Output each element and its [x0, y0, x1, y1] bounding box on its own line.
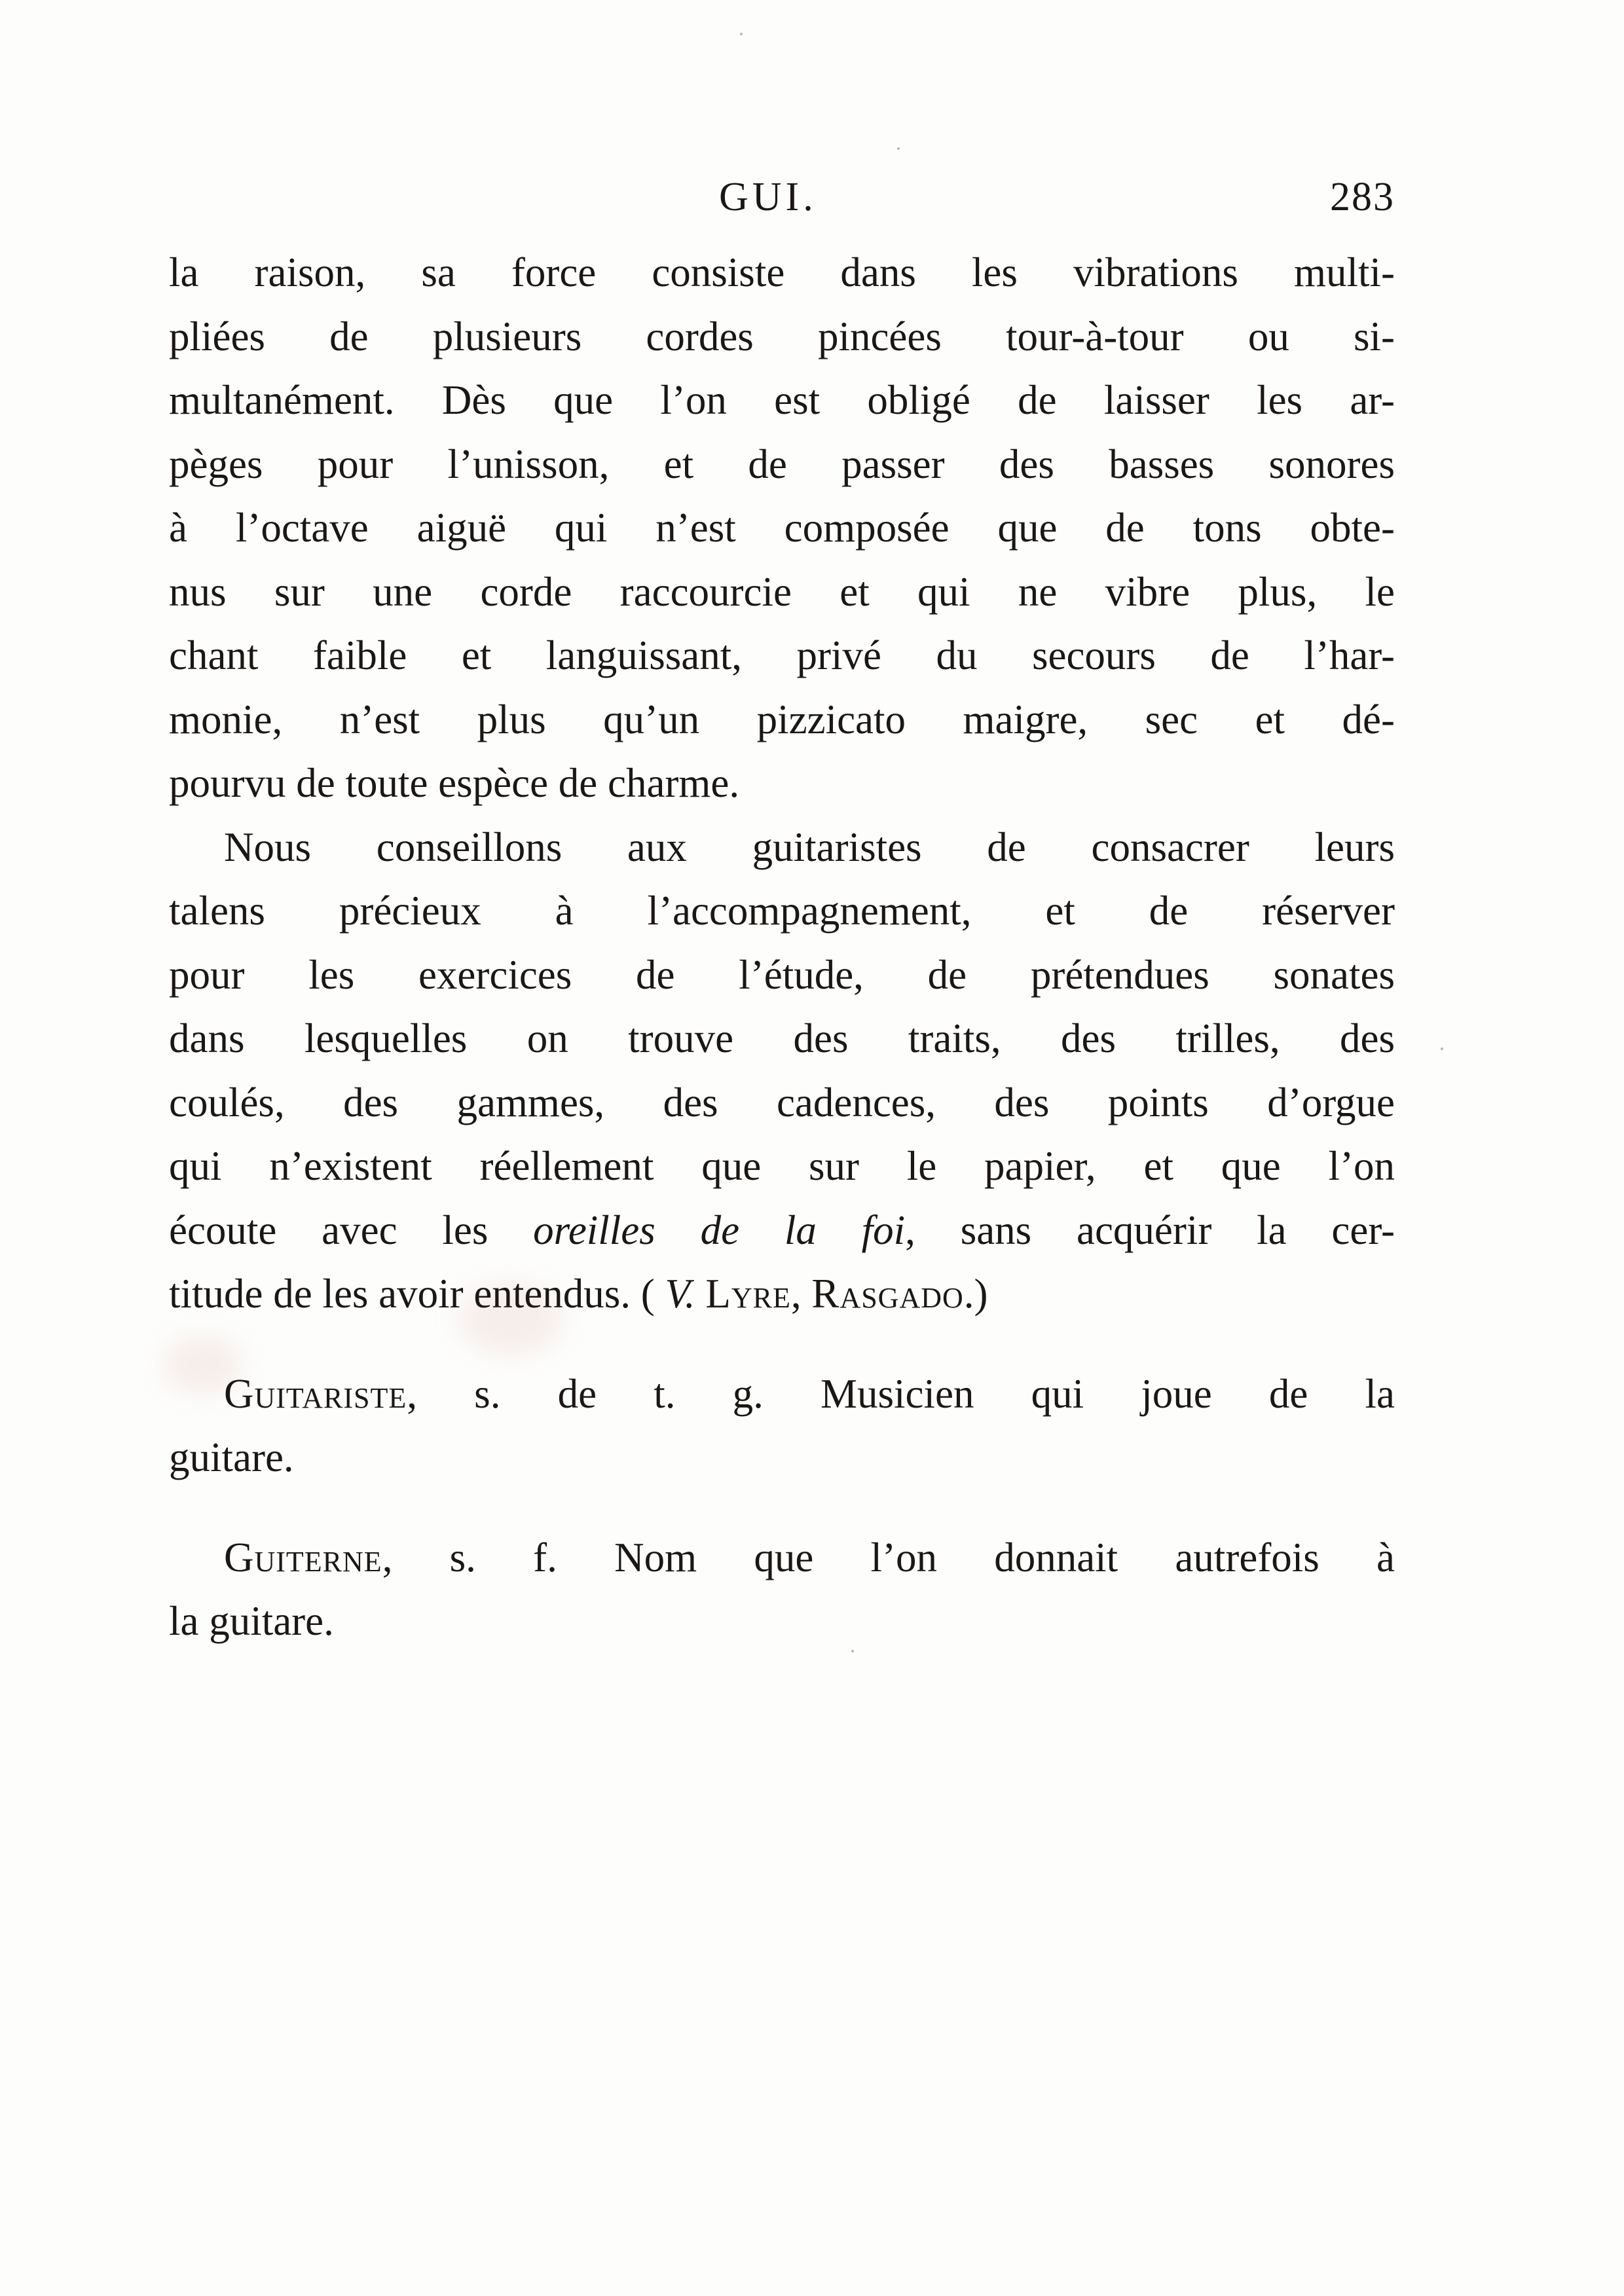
text-line — [169, 1199, 1395, 1263]
dictionary-entry-guiterne — [169, 1526, 1395, 1654]
text-line: qui n’existent réellement que sur le papier, et que l’on — [169, 1143, 1395, 1189]
text-line: multanément. Dès que l’on est obligé de laisser les ar- — [169, 377, 1395, 423]
text-line — [169, 1262, 1395, 1326]
text-line: à l’octave aiguë qui n’est composée que de tons obte- — [169, 505, 1395, 551]
text-line: pèges pour l’unisson, et de passer des basses sonores — [169, 441, 1395, 487]
text-line: la raison, sa force consiste dans les vibrations multi- — [169, 249, 1395, 295]
dictionary-entry-guitariste — [169, 1362, 1395, 1490]
text-line: monie, n’est plus qu’un pizzicato maigre, sec et dé- — [169, 696, 1395, 742]
text-run: , — [790, 1271, 812, 1317]
cross-reference-marker: V. — [665, 1271, 695, 1317]
running-title: GUI. — [719, 175, 817, 219]
running-head — [169, 168, 1395, 227]
text-line: talens précieux à l’accompagnement, et de réserver — [169, 888, 1395, 934]
text-line: dans lesquelles on trouve des traits, des trilles, des — [169, 1015, 1395, 1061]
text-line — [169, 1526, 1395, 1590]
paper-speck — [740, 33, 743, 35]
text-line — [169, 1362, 1395, 1427]
text-line: pour les exercices de l’étude, de prétendues sonates — [169, 951, 1395, 998]
text-line: la guitare. — [169, 1598, 334, 1644]
entry-gap — [169, 1326, 1395, 1362]
paragraph-guitarists-advice — [169, 816, 1395, 1326]
cross-reference-lyre: Lyre — [705, 1271, 791, 1317]
text-line: pliées de plusieurs cordes pincées tour-à-tour ou si- — [169, 313, 1395, 359]
text-block — [169, 241, 1395, 1654]
entry-headword: Guiterne — [224, 1534, 382, 1580]
text-run: , sans acquérir la cer- — [905, 1207, 1395, 1253]
text-run: écoute avec les — [169, 1207, 534, 1253]
text-line: coulés, des gammes, des cadences, des points d’orgue — [169, 1079, 1395, 1125]
paragraph-continuation — [169, 241, 1395, 816]
text-run: titude de les avoir entendus. ( — [169, 1271, 655, 1317]
text-line: pourvu de toute espèce de charme. — [169, 760, 740, 806]
page-number: 283 — [1330, 175, 1395, 219]
paper-speck — [1441, 1048, 1443, 1050]
text-run: , s. de t. g. Musicien qui joue de la — [407, 1370, 1395, 1417]
text-run: .) — [963, 1271, 988, 1317]
paper-speck — [897, 147, 900, 150]
text-run: , s. f. Nom que l’on donnait autrefois à — [382, 1534, 1395, 1580]
text-run: Nous conseillons aux guitaristes de consacrer leurs — [224, 824, 1395, 870]
cross-reference-rasgado: Rasgado — [811, 1271, 964, 1317]
italic-phrase: oreilles de la foi — [533, 1207, 906, 1253]
text-line: chant faible et languissant, privé du secours de l’har- — [169, 632, 1395, 678]
text-line: guitare. — [169, 1434, 294, 1480]
text-line: nus sur une corde raccourcie et qui ne vibre plus, le — [169, 568, 1395, 615]
entry-gap — [169, 1490, 1395, 1526]
text-line — [169, 816, 1395, 880]
entry-headword: Guitariste — [224, 1370, 407, 1417]
